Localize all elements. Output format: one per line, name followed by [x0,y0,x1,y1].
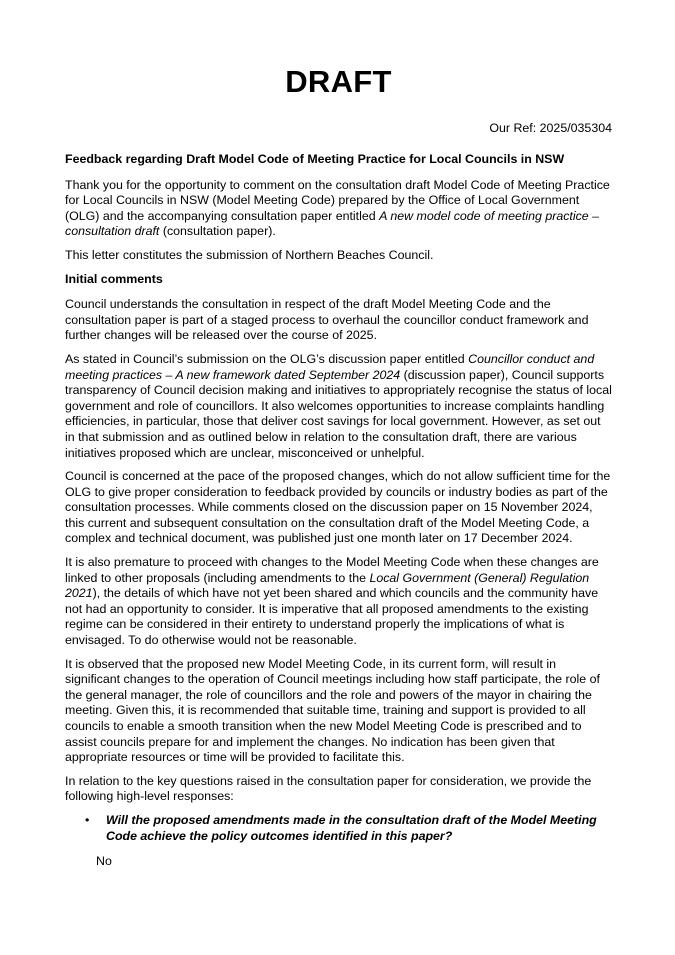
paragraph-pace-concern: Council is concerned at the pace of the proposed changes, which do not allow sufficient time for the OLG to give proper consideration to feedback provided by councils or industry bodies as part of the consultation processes. While comments closed on the discussion paper on 15 November 2024, this current and subsequent consultation on the consultation draft of the Model Meeting Code, a complex and technical document, was published just one month later on 17 December 2024. [65,469,611,546]
questions-list [65,813,612,844]
consultation-paper-title: A new model code of meeting practice – consultation draft [65,208,600,239]
paragraph-significant-changes: It is observed that the proposed new Model Meeting Code, in its current form, will result in significant changes to the operation of Council meetings including how staff participate, the role of the general manager, the role of councillors and the role and powers of the mayor in chairing the meeting. Given this, it is recommended that suitable time, training and support is provided to all councils to enable a smooth transition when the new Model Meeting Code is prescribed and to assist councils prepare for and implement the changes. No indication has been given that appropriate resources or time will be provided to facilitate this. [65,656,600,765]
para2-text-start: As stated in Council’s submission on the OLG’s discussion paper entitled [65,351,469,366]
question-text: Will the proposed amendments made in the consultation draft of the Model Meeting Code achieve the policy outcomes identified in this paper? [106,812,597,843]
draft-watermark-title: DRAFT [285,64,392,99]
para2-text-end: (discussion paper), Council supports transparency of Council decision making and initiatives to appropriately recognise the status of local government and role of councillors. It also welcomes opportunities to increase complaints handling efficiencies, in particular, those that deliver cost savings for local government. However, as set out in that submission and as outlined below in relation to the consultation draft, there are various initiatives proposed which are unclear, misconceived or unhelpful. [65,367,612,460]
letter-subject: Feedback regarding Draft Model Code of Meeting Practice for Local Councils in NSW [65,152,565,166]
intro-text-start: Thank you for the opportunity to comment on the consultation draft Model Code of Meeting Practice for Local Councils in NSW (Model Meeting Code) prepared by the Office of Local Government (OLG) and the accompanying consultation paper entitled [65,177,610,223]
paragraph-premature [65,555,612,649]
paragraph-staged-process: Council understands the consultation in respect of the draft Model Meeting Code and the consultation paper is part of a staged process to overhaul the councillor conduct framework and further changes will be released over the course of 2025. [65,297,589,343]
para4-text-start: It is also premature to proceed with changes to the Model Meeting Code when these changes are linked to other proposals (including amendments to the [65,555,599,585]
para4-text-end: ), the details of which have not yet been shared and which councils and the community have not had an opportunity to consider. It is imperative that all proposed amendments to the existing regime can be considered in their entirety to understand properly the implications of what is envisaged. To do otherwise would not be reasonable. [65,586,599,648]
answer-text: No [96,854,112,869]
reference-number: Our Ref: 2025/035304 [489,121,612,135]
discussion-paper-title: Councillor conduct and meeting practices – A new framework dated September 2024 [65,351,595,382]
bullet-icon: • [85,812,90,827]
submission-paragraph: This letter constitutes the submission of Northern Beaches Council. [65,247,434,262]
intro-paragraph [65,178,612,240]
paragraph-discussion-paper [65,352,612,461]
paragraph-key-questions: In relation to the key questions raised in the consultation paper for consideration, we provide the following high-level responses: [65,773,592,804]
regulation-title: Local Government (General) Regulation 2021 [65,570,590,601]
list-item [65,813,612,844]
intro-text-end: (consultation paper). [159,224,276,239]
initial-comments-heading: Initial comments [65,271,163,286]
